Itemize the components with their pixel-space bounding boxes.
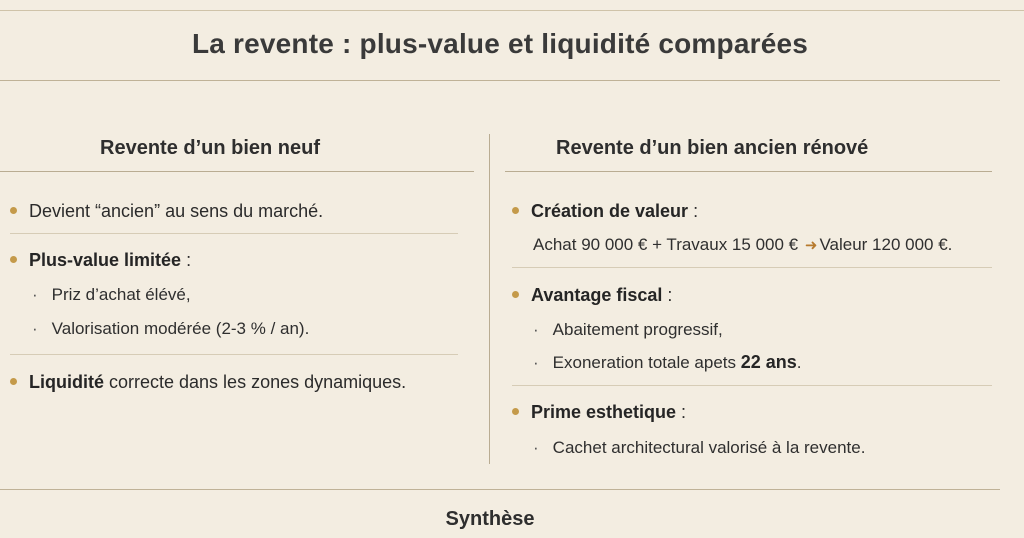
bottom-rule xyxy=(0,489,1000,490)
left-item-plus-value: Plus-value limitée : xyxy=(10,250,191,271)
left-separator-2 xyxy=(10,354,458,355)
right-detail-valeur: Achat 90 000 € + Travaux 15 000 € ➜ Valeur 120 000 €. xyxy=(533,235,953,254)
bullet-icon xyxy=(512,291,519,298)
left-subitem-prix: · Priz d’achat élévé, xyxy=(32,285,191,304)
bullet-icon xyxy=(10,378,17,385)
dot-icon: · xyxy=(533,353,539,372)
left-item-devient-ancien: Devient “ancien” au sens du marché. xyxy=(10,201,323,222)
dot-icon: · xyxy=(533,320,539,339)
right-item-avantage-fiscal: Avantage fiscal : xyxy=(512,285,672,306)
bullet-icon xyxy=(512,408,519,415)
left-subitem-valorisation: · Valorisation modérée (2-3 % / an). xyxy=(32,319,310,338)
right-subitem-exoneration: · Exoneration totale apets 22 ans. xyxy=(533,352,802,372)
arrow-right-icon: ➜ xyxy=(804,237,818,254)
top-rule xyxy=(0,10,1024,11)
page-title: La revente : plus-value et liquidité comparées xyxy=(191,28,809,59)
right-item-creation-valeur: Création de valeur : xyxy=(512,201,698,222)
left-item-liquidite: Liquidité correcte dans les zones dynamiques. xyxy=(10,372,406,393)
right-heading-rule xyxy=(505,171,992,172)
bullet-icon xyxy=(10,207,17,214)
dot-icon: · xyxy=(32,285,38,304)
dot-icon: · xyxy=(32,319,38,338)
right-item-prime-esthetique: Prime esthetique : xyxy=(512,402,686,423)
title-rule xyxy=(0,80,1000,81)
right-separator-1 xyxy=(512,267,992,268)
bullet-icon xyxy=(512,207,519,214)
left-separator-1 xyxy=(10,233,458,234)
dot-icon: · xyxy=(533,438,539,457)
left-column-heading: Revente d’un bien neuf xyxy=(100,137,321,159)
left-heading-rule xyxy=(0,171,474,172)
column-divider xyxy=(489,134,490,464)
right-subitem-cachet: · Cachet architectural valorisé à la revente. xyxy=(533,438,866,457)
right-separator-2 xyxy=(512,385,992,386)
right-subitem-abattement: · Abaitement progressif, xyxy=(533,320,723,339)
synthese-heading: Synthèse xyxy=(445,508,535,530)
bullet-icon xyxy=(10,256,17,263)
right-column-heading: Revente d’un bien ancien rénové xyxy=(556,137,869,159)
